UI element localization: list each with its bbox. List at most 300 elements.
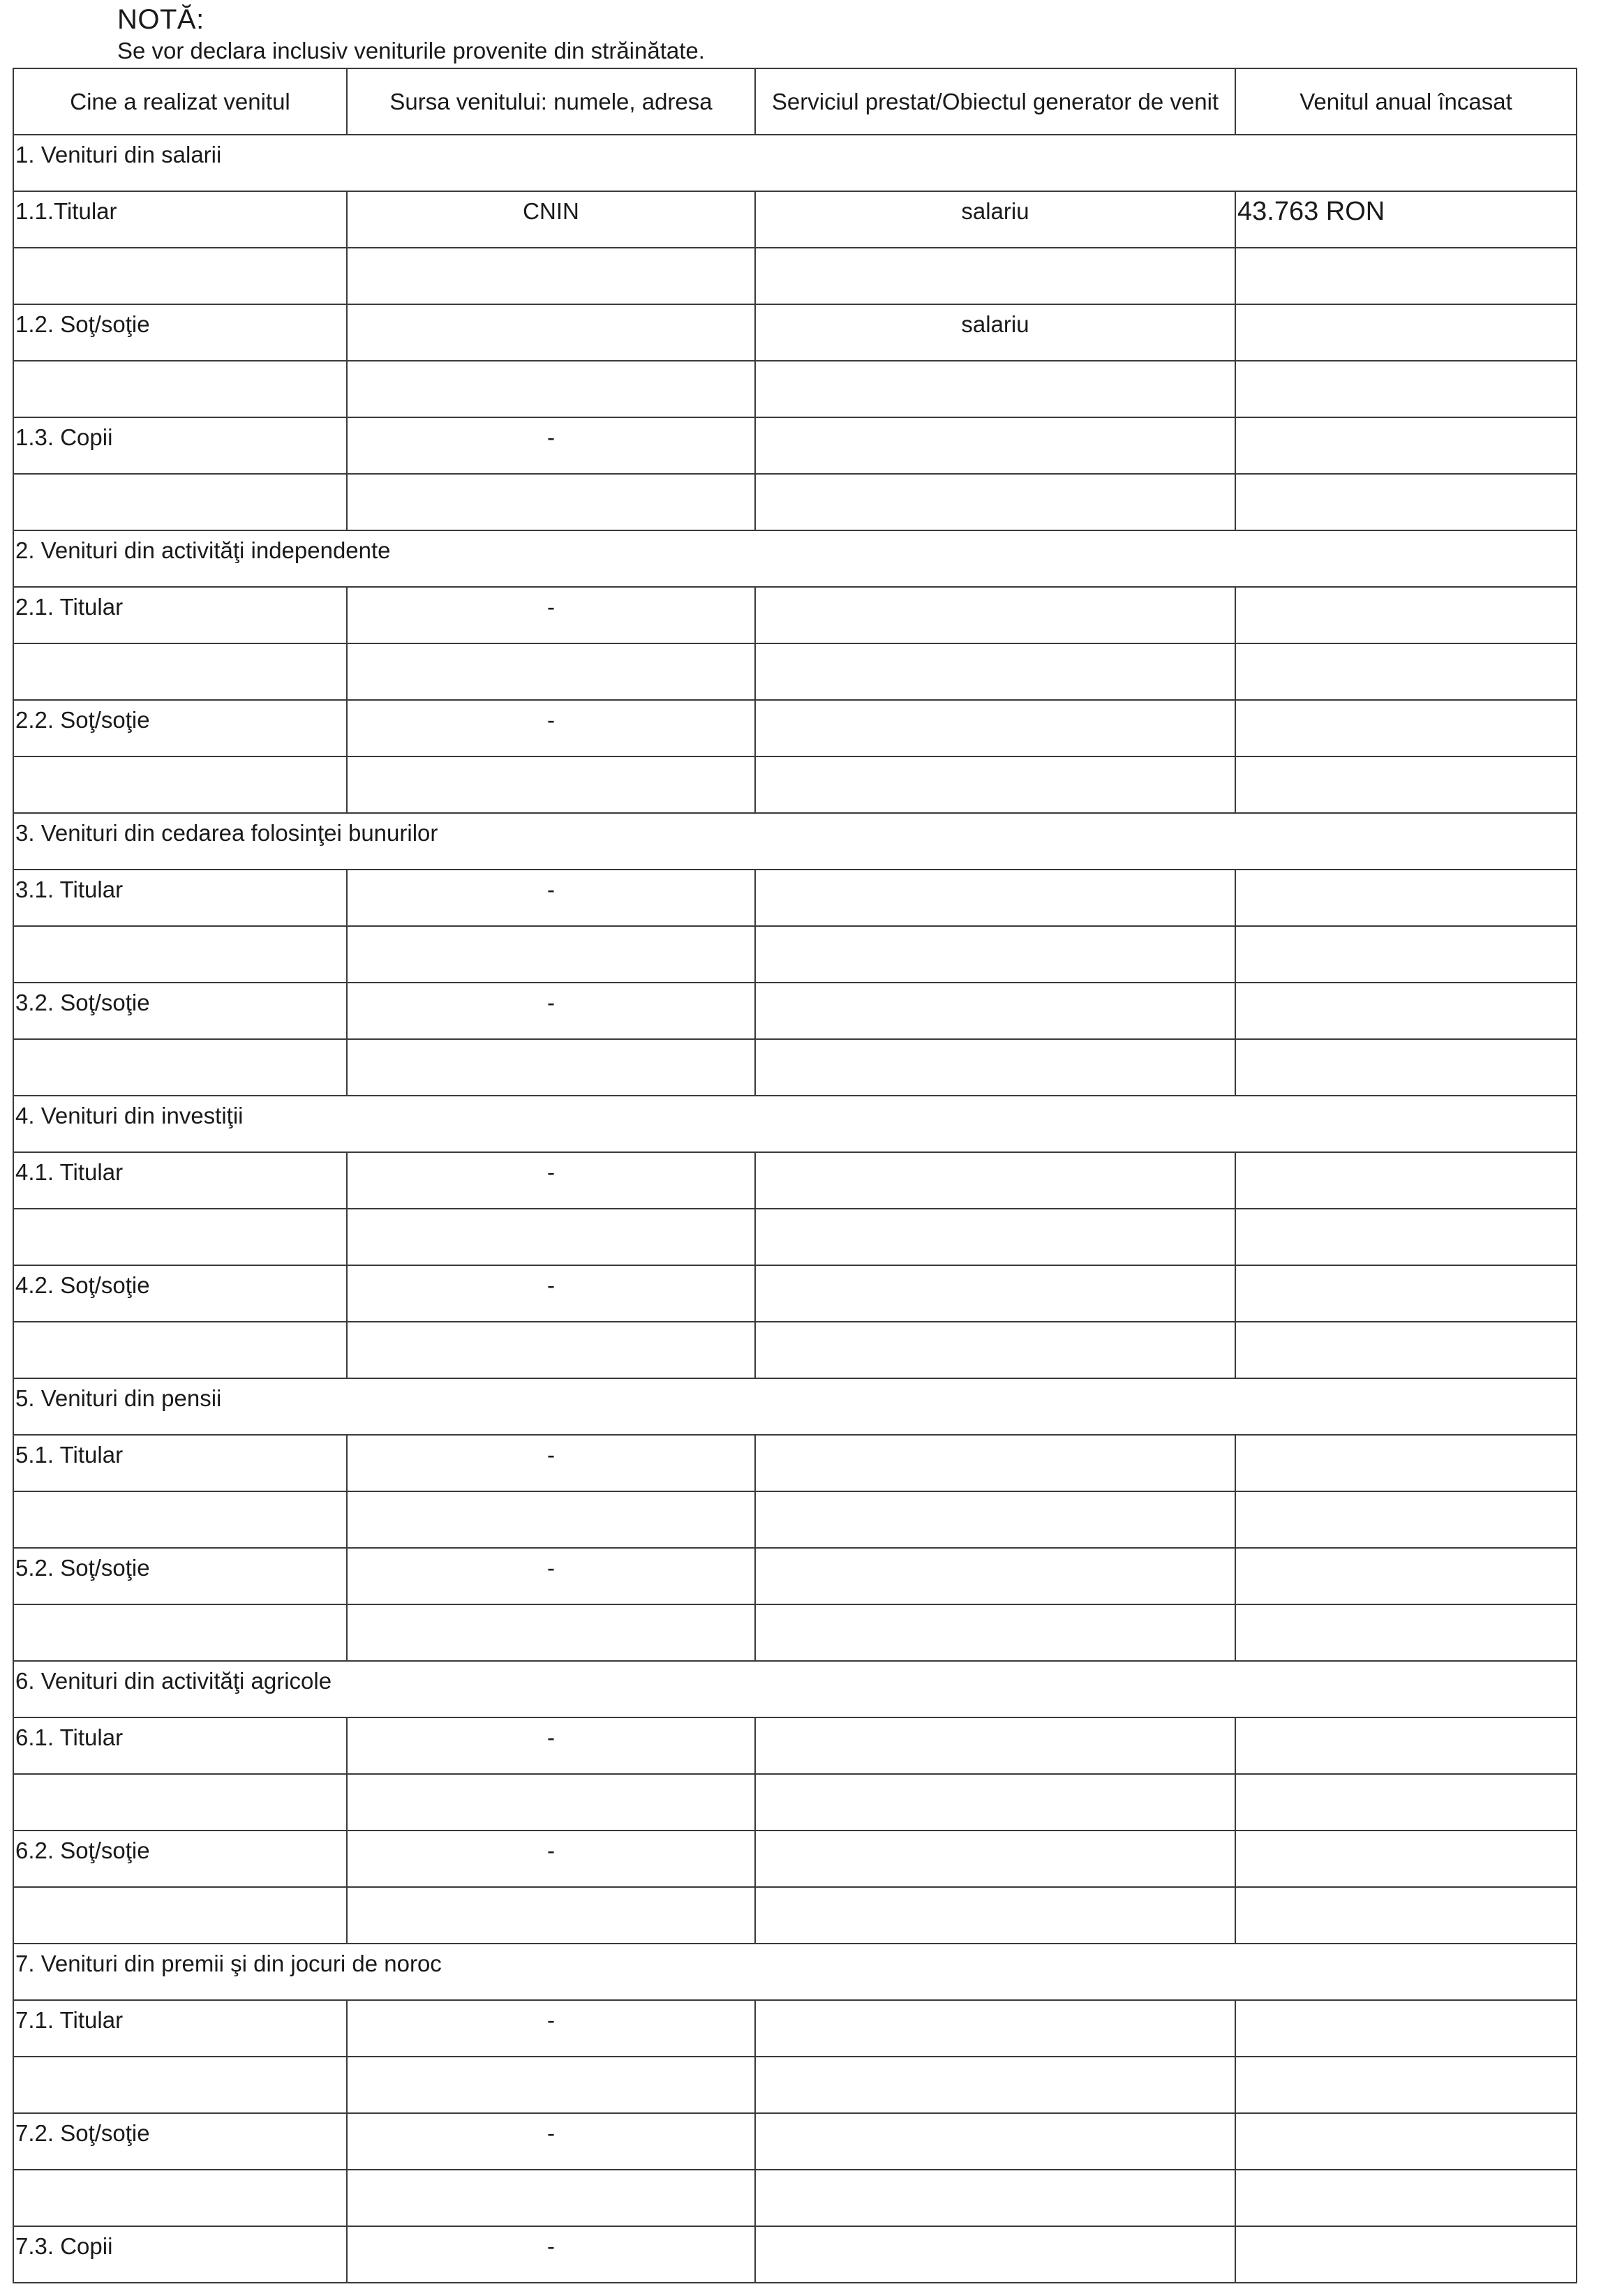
section-title-cell [13, 1944, 1577, 2000]
who-cell-text [14, 1775, 346, 1780]
service-cell-text [756, 1605, 1235, 1611]
source-cell [347, 756, 755, 813]
table-row [13, 870, 1577, 926]
header-service: Serviciul prestat/Obiectul generator de venit [755, 68, 1235, 135]
source-cell [347, 700, 755, 756]
who-cell [13, 417, 347, 474]
service-cell-text [756, 1549, 1235, 1554]
who-cell-text [14, 1040, 346, 1045]
section-row [13, 1944, 1577, 2000]
who-cell [13, 983, 347, 1039]
table-row [13, 248, 1577, 304]
who-cell-text: 5.1. Titular [15, 1442, 124, 1468]
who-cell [13, 1774, 347, 1831]
note-text: Se vor declara inclusiv veniturile provenite din străinătate. [117, 38, 705, 64]
service-cell-text [756, 2227, 1235, 2232]
who-cell [13, 2000, 347, 2057]
income-cell [1235, 756, 1577, 813]
service-cell [755, 248, 1235, 304]
who-cell-text [14, 248, 346, 254]
table-row [13, 1831, 1577, 1887]
service-cell [755, 1322, 1235, 1378]
section-row [13, 1661, 1577, 1717]
section-title: 5. Venituri din pensii [15, 1385, 222, 1411]
income-cell [1235, 191, 1577, 248]
table-row [13, 1322, 1577, 1378]
who-cell-text [14, 1605, 346, 1611]
who-cell [13, 1152, 347, 1209]
section-row [13, 1096, 1577, 1152]
service-cell-text [756, 1436, 1235, 1441]
service-cell-text [756, 1718, 1235, 1724]
service-cell [755, 1209, 1235, 1265]
source-cell [347, 191, 755, 248]
who-cell-text [14, 644, 346, 650]
who-cell [13, 2057, 347, 2113]
table-row [13, 474, 1577, 530]
source-cell-text: - [547, 1724, 555, 1750]
source-cell-text [348, 1775, 754, 1780]
who-cell-text [14, 2057, 346, 2063]
income-cell-text [1236, 248, 1576, 254]
who-cell-text: 6.1. Titular [15, 1724, 124, 1750]
who-cell [13, 248, 347, 304]
who-cell-text [14, 927, 346, 932]
who-cell [13, 361, 347, 417]
who-cell [13, 2113, 347, 2170]
source-cell [347, 2170, 755, 2226]
income-cell [1235, 2057, 1577, 2113]
table-row [13, 1265, 1577, 1322]
income-cell [1235, 643, 1577, 700]
source-cell [347, 417, 755, 474]
who-cell-text: 6.2. Soţ/soţie [15, 1837, 150, 1863]
service-cell [755, 361, 1235, 417]
source-cell-text: - [547, 1555, 555, 1581]
source-cell [347, 1039, 755, 1096]
table-row [13, 361, 1577, 417]
service-cell [755, 2000, 1235, 2057]
income-cell-text [1236, 475, 1576, 480]
source-cell [347, 304, 755, 361]
service-cell [755, 1548, 1235, 1604]
section-row [13, 1378, 1577, 1435]
income-cell-text [1236, 927, 1576, 932]
section-title: 7. Venituri din premii şi din jocuri de noroc [15, 1951, 442, 1976]
source-cell [347, 1152, 755, 1209]
table-row [13, 191, 1577, 248]
who-cell [13, 2226, 347, 2283]
header-income: Venitul anual încasat [1235, 68, 1577, 135]
service-cell [755, 2113, 1235, 2170]
who-cell-text [14, 1888, 346, 1893]
section-title-cell [13, 135, 1577, 191]
service-cell-text [756, 2170, 1235, 2176]
service-cell-text [756, 248, 1235, 254]
service-cell [755, 1265, 1235, 1322]
source-cell [347, 870, 755, 926]
table-row [13, 700, 1577, 756]
service-cell-text [756, 1266, 1235, 1272]
income-cell-text [1236, 1209, 1576, 1215]
source-cell-text [348, 248, 754, 254]
section-title-cell [13, 813, 1577, 870]
source-cell [347, 1491, 755, 1548]
source-cell [347, 1774, 755, 1831]
section-row [13, 135, 1577, 191]
table-row [13, 926, 1577, 983]
income-cell-text [1236, 1775, 1576, 1780]
table-row [13, 1435, 1577, 1491]
who-cell-text [14, 1322, 346, 1328]
who-cell-text [14, 361, 346, 367]
income-cell [1235, 2170, 1577, 2226]
service-cell-text [756, 1831, 1235, 1837]
who-cell-text: 4.1. Titular [15, 1159, 124, 1185]
table-row [13, 417, 1577, 474]
who-cell-text: 2.1. Titular [15, 594, 124, 620]
source-cell-text [348, 1605, 754, 1611]
who-cell [13, 474, 347, 530]
section-title-cell [13, 1096, 1577, 1152]
income-cell-text [1236, 2170, 1576, 2176]
table-header-row [13, 68, 1577, 135]
income-cell-text [1236, 2227, 1576, 2232]
section-title: 1. Venituri din salarii [15, 142, 222, 167]
service-cell-text [756, 1040, 1235, 1045]
income-cell [1235, 1774, 1577, 1831]
source-cell [347, 926, 755, 983]
service-cell-text [756, 2114, 1235, 2119]
source-cell [347, 643, 755, 700]
income-cell-text [1236, 2114, 1576, 2119]
service-cell-text [756, 361, 1235, 367]
source-cell [347, 2000, 755, 2057]
source-cell-text [348, 1888, 754, 1893]
service-cell [755, 417, 1235, 474]
service-cell-text [756, 644, 1235, 650]
income-cell [1235, 1152, 1577, 1209]
income-cell [1235, 1717, 1577, 1774]
who-cell [13, 587, 347, 643]
who-cell-text [14, 1209, 346, 1215]
service-cell-text [756, 418, 1235, 424]
service-cell-text [756, 983, 1235, 989]
service-cell [755, 2170, 1235, 2226]
source-cell-text: - [547, 990, 555, 1015]
source-cell-text: - [547, 2233, 555, 2259]
section-row [13, 530, 1577, 587]
service-cell [755, 756, 1235, 813]
source-cell [347, 1604, 755, 1661]
table-row [13, 1548, 1577, 1604]
income-cell-text [1236, 1436, 1576, 1441]
source-cell [347, 1435, 755, 1491]
header-source: Sursa venitului: numele, adresa [347, 68, 755, 135]
income-cell [1235, 304, 1577, 361]
source-cell-text: - [547, 2120, 555, 2146]
service-cell-text [756, 701, 1235, 706]
income-cell [1235, 1435, 1577, 1491]
table-row [13, 756, 1577, 813]
source-cell-text [348, 305, 754, 311]
income-cell-text [1236, 1153, 1576, 1158]
who-cell [13, 1548, 347, 1604]
service-cell [755, 1717, 1235, 1774]
service-cell-text [756, 588, 1235, 593]
income-cell [1235, 983, 1577, 1039]
source-cell-text: - [547, 1159, 555, 1185]
who-cell [13, 191, 347, 248]
source-cell [347, 2113, 755, 2170]
table-row [13, 1039, 1577, 1096]
table-row [13, 983, 1577, 1039]
source-cell-text: - [547, 424, 555, 450]
who-cell-text: 1.2. Soţ/soţie [15, 311, 150, 337]
income-cell-text [1236, 1718, 1576, 1724]
who-cell [13, 870, 347, 926]
income-cell-text [1236, 757, 1576, 763]
income-cell [1235, 1209, 1577, 1265]
service-cell [755, 1831, 1235, 1887]
source-cell-text [348, 2057, 754, 2063]
section-title: 3. Venituri din cedarea folosinţei bunurilor [15, 820, 438, 846]
service-cell [755, 643, 1235, 700]
service-cell [755, 304, 1235, 361]
income-cell [1235, 361, 1577, 417]
who-cell [13, 1831, 347, 1887]
table-row [13, 2113, 1577, 2170]
table-row [13, 1604, 1577, 1661]
who-cell [13, 926, 347, 983]
income-cell [1235, 1604, 1577, 1661]
income-cell [1235, 870, 1577, 926]
table-row [13, 1209, 1577, 1265]
income-cell-text [1236, 1266, 1576, 1272]
source-cell-text [348, 1322, 754, 1328]
income-cell [1235, 1039, 1577, 1096]
source-cell-text [348, 757, 754, 763]
income-cell-text [1236, 2001, 1576, 2006]
table-row [13, 2057, 1577, 2113]
service-cell-text [756, 927, 1235, 932]
income-cell-text [1236, 588, 1576, 593]
who-cell-text [14, 2170, 346, 2176]
service-cell-text [756, 2057, 1235, 2063]
who-cell-text: 7.2. Soţ/soţie [15, 2120, 150, 2146]
income-cell-text [1236, 418, 1576, 424]
who-cell [13, 1491, 347, 1548]
who-cell-text: 3.2. Soţ/soţie [15, 990, 150, 1015]
income-cell-text [1236, 1492, 1576, 1498]
source-cell [347, 1209, 755, 1265]
source-cell-text [348, 927, 754, 932]
who-cell [13, 304, 347, 361]
service-cell [755, 983, 1235, 1039]
income-table [13, 68, 1577, 2283]
service-cell [755, 1152, 1235, 1209]
source-cell [347, 2057, 755, 2113]
income-cell [1235, 1831, 1577, 1887]
who-cell-text: 7.3. Copii [15, 2233, 113, 2259]
income-cell [1235, 417, 1577, 474]
income-cell [1235, 926, 1577, 983]
income-cell-text [1236, 644, 1576, 650]
who-cell [13, 1887, 347, 1944]
income-table-body [13, 135, 1577, 2283]
service-cell-text [756, 757, 1235, 763]
source-cell-text: - [547, 1442, 555, 1468]
income-cell [1235, 1548, 1577, 1604]
service-cell [755, 1887, 1235, 1944]
service-cell-text: salariu [961, 311, 1029, 337]
income-cell-text [1236, 1605, 1576, 1611]
source-cell [347, 474, 755, 530]
income-cell-text [1236, 1040, 1576, 1045]
table-row [13, 304, 1577, 361]
source-cell [347, 1831, 755, 1887]
section-title-cell [13, 1378, 1577, 1435]
source-cell-text: - [547, 2007, 555, 2033]
section-title-cell [13, 1661, 1577, 1717]
service-cell [755, 870, 1235, 926]
source-cell-text: - [547, 707, 555, 733]
who-cell-text: 7.1. Titular [15, 2007, 124, 2033]
who-cell-text [14, 757, 346, 763]
table-row [13, 1152, 1577, 1209]
service-cell [755, 2226, 1235, 2283]
service-cell [755, 1604, 1235, 1661]
service-cell-text [756, 1153, 1235, 1158]
who-cell-text: 1.3. Copii [15, 424, 113, 450]
income-cell-text [1236, 305, 1576, 311]
who-cell [13, 1039, 347, 1096]
who-cell-text [14, 475, 346, 480]
who-cell [13, 1604, 347, 1661]
who-cell-text: 1.1.Titular [15, 198, 117, 224]
source-cell-text: - [547, 1272, 555, 1298]
who-cell [13, 700, 347, 756]
income-cell [1235, 587, 1577, 643]
source-cell-text: - [547, 877, 555, 902]
who-cell [13, 1717, 347, 1774]
source-cell-text [348, 1492, 754, 1498]
income-cell [1235, 1887, 1577, 1944]
source-cell-text [348, 644, 754, 650]
table-row [13, 1774, 1577, 1831]
service-cell [755, 926, 1235, 983]
table-row [13, 2000, 1577, 2057]
service-cell [755, 191, 1235, 248]
income-cell-text [1236, 1888, 1576, 1893]
source-cell-text [348, 1040, 754, 1045]
service-cell-text [756, 475, 1235, 480]
service-cell-text [756, 1322, 1235, 1328]
service-cell [755, 1491, 1235, 1548]
who-cell [13, 756, 347, 813]
source-cell [347, 361, 755, 417]
section-title: 6. Venituri din activităţi agricole [15, 1668, 332, 1694]
source-cell [347, 1322, 755, 1378]
section-title: 4. Venituri din investiţii [15, 1103, 244, 1128]
source-cell-text [348, 361, 754, 367]
income-cell [1235, 700, 1577, 756]
table-row [13, 2226, 1577, 2283]
who-cell-text: 3.1. Titular [15, 877, 124, 902]
source-cell-text [348, 1209, 754, 1215]
source-cell-text [348, 475, 754, 480]
who-cell [13, 2170, 347, 2226]
income-cell [1235, 1265, 1577, 1322]
source-cell [347, 1887, 755, 1944]
header-who: Cine a realizat venitul [13, 68, 347, 135]
income-cell-text [1236, 1831, 1576, 1837]
service-cell-text [756, 2001, 1235, 2006]
income-cell [1235, 1491, 1577, 1548]
income-cell-text [1236, 983, 1576, 989]
table-row [13, 1491, 1577, 1548]
service-cell-text [756, 1888, 1235, 1893]
income-cell-text [1236, 1322, 1576, 1328]
table-row [13, 1717, 1577, 1774]
source-cell-text: - [547, 594, 555, 620]
income-cell [1235, 474, 1577, 530]
income-cell [1235, 2113, 1577, 2170]
who-cell [13, 1209, 347, 1265]
service-cell [755, 1039, 1235, 1096]
income-cell [1235, 248, 1577, 304]
service-cell [755, 2057, 1235, 2113]
source-cell-text [348, 2170, 754, 2176]
income-cell-text [1236, 361, 1576, 367]
income-cell-text [1236, 701, 1576, 706]
income-cell-text: 43.763 RON [1237, 197, 1385, 226]
source-cell [347, 1548, 755, 1604]
source-cell [347, 587, 755, 643]
source-cell-text: - [547, 1837, 555, 1863]
who-cell [13, 643, 347, 700]
service-cell-text [756, 1209, 1235, 1215]
table-row [13, 1887, 1577, 1944]
service-cell [755, 1435, 1235, 1491]
who-cell-text: 4.2. Soţ/soţie [15, 1272, 150, 1298]
service-cell [755, 587, 1235, 643]
who-cell [13, 1265, 347, 1322]
who-cell [13, 1435, 347, 1491]
note-title: NOTĂ: [117, 4, 204, 35]
source-cell [347, 1717, 755, 1774]
income-cell-text [1236, 1549, 1576, 1554]
source-cell [347, 248, 755, 304]
source-cell-text: CNIN [523, 198, 579, 224]
service-cell [755, 700, 1235, 756]
table-row [13, 643, 1577, 700]
section-row [13, 813, 1577, 870]
who-cell-text [14, 1492, 346, 1498]
income-cell [1235, 2000, 1577, 2057]
table-row [13, 587, 1577, 643]
income-cell-text [1236, 2057, 1576, 2063]
who-cell [13, 1322, 347, 1378]
who-cell-text: 2.2. Soţ/soţie [15, 707, 150, 733]
section-title: 2. Venituri din activităţi independente [15, 537, 391, 563]
income-cell [1235, 2226, 1577, 2283]
service-cell-text [756, 870, 1235, 876]
service-cell-text [756, 1492, 1235, 1498]
service-cell [755, 474, 1235, 530]
source-cell [347, 2226, 755, 2283]
source-cell [347, 983, 755, 1039]
